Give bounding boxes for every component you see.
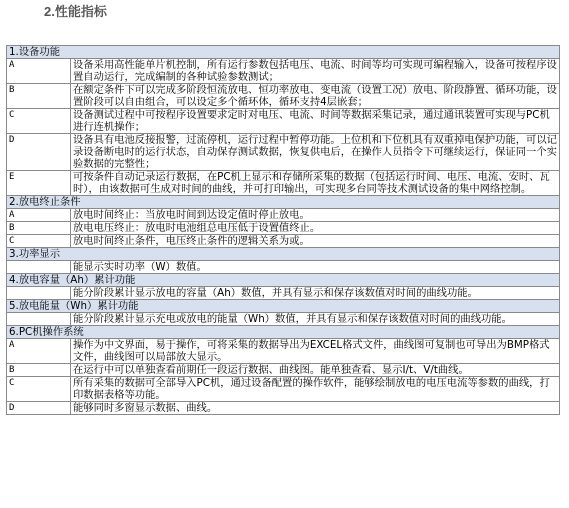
section-row <box>7 274 560 287</box>
table-row <box>7 209 560 222</box>
section-heading: 3.功率显示 <box>7 248 560 261</box>
table-row <box>7 235 560 248</box>
table-row <box>7 287 560 300</box>
item-text: 设备采用高性能单片机控制，所有运行参数包括电压、电流、时间等均可实现可编程输入，设备可按程序设置自动运行，完成编制的各种试验参数测试； <box>71 59 560 84</box>
section-row <box>7 46 560 59</box>
item-text: 放电电压终止：放电时电池组总电压低于设置值终止。 <box>71 222 560 235</box>
spec-table <box>6 45 560 415</box>
item-key <box>7 287 71 300</box>
item-key: A <box>7 59 71 84</box>
table-row <box>7 313 560 326</box>
item-text: 能分阶段累计显示充电或放电的能量（Wh）数值，并具有显示和保存该数值对时间的曲线功能。 <box>71 313 560 326</box>
item-text: 放电时间终止条件，电压终止条件的逻辑关系为或。 <box>71 235 560 248</box>
table-row <box>7 339 560 364</box>
item-text: 可按条件自动记录运行数据，在PC机上显示和存储所采集的数据（包括运行时间、电压、电流、安时、瓦时），由该数据可生成对时间的曲线，并可打印输出，可实现多台同等技术测试设备的集中网络控制。 <box>71 171 560 196</box>
table-row <box>7 377 560 402</box>
page-title: 2.性能指标 <box>44 4 107 19</box>
table-row <box>7 402 560 415</box>
item-key: B <box>7 364 71 377</box>
section-row <box>7 300 560 313</box>
item-key: D <box>7 134 71 171</box>
item-text: 在运行中可以单独查看前期任一段运行数据、曲线图。能单独查看、显示I/t、V/t曲线。 <box>71 364 560 377</box>
item-text: 能显示实时功率（W）数值。 <box>71 261 560 274</box>
item-text: 操作为中文界面，易于操作，可将采集的数据导出为EXCEL格式文件，曲线图可复制也可导出为BMP格式文件，曲线图可以局部放大显示。 <box>71 339 560 364</box>
table-row <box>7 222 560 235</box>
item-text: 能够同时多窗显示数据、曲线。 <box>71 402 560 415</box>
item-key: D <box>7 402 71 415</box>
item-key: B <box>7 84 71 109</box>
table-row <box>7 171 560 196</box>
section-heading: 6.PC机操作系统 <box>7 326 560 339</box>
item-key: B <box>7 222 71 235</box>
item-key: E <box>7 171 71 196</box>
item-key: C <box>7 377 71 402</box>
table-row <box>7 134 560 171</box>
item-text: 设备具有电池反接报警，过流停机，运行过程中暂停功能。上位机和下位机具有双重掉电保护功能，可以记录设备断电时的运行状态，自动保存测试数据，恢复供电后，在操作人员指令下可继续运行，保证同一个实验数据的完整性； <box>71 134 560 171</box>
item-key <box>7 261 71 274</box>
section-heading: 1.设备功能 <box>7 46 560 59</box>
table-row <box>7 84 560 109</box>
section-row <box>7 196 560 209</box>
item-key: C <box>7 235 71 248</box>
item-text: 设备测试过程中可按程序设置要求定时对电压、电流、时间等数据采集记录，通过通讯装置可实现与PC机进行连机操作； <box>71 109 560 134</box>
table-row <box>7 109 560 134</box>
spec-table-body <box>7 46 560 415</box>
item-key: C <box>7 109 71 134</box>
item-text: 能分阶段累计显示放电的容量（Ah）数值，并具有显示和保存该数值对时间的曲线功能。 <box>71 287 560 300</box>
table-row <box>7 59 560 84</box>
item-text: 所有采集的数据可全部导入PC机，通过设备配置的操作软件，能够绘制放电的电压电流等参数的曲线，打印数据表格等功能。 <box>71 377 560 402</box>
item-key: A <box>7 339 71 364</box>
item-text: 在额定条件下可以完成多阶段恒流放电、恒功率放电、变电流（设置工况）放电、阶段静置、循环功能，设置阶段可以自由组合，可以设定多个循环体，循环支持4层嵌套； <box>71 84 560 109</box>
section-heading: 5.放电能量（Wh）累计功能 <box>7 300 560 313</box>
section-row <box>7 326 560 339</box>
section-heading: 4.放电容量（Ah）累计功能 <box>7 274 560 287</box>
item-text: 放电时间终止：当放电时间到达设定值时停止放电。 <box>71 209 560 222</box>
table-row <box>7 364 560 377</box>
item-key <box>7 313 71 326</box>
section-row <box>7 248 560 261</box>
table-row <box>7 261 560 274</box>
section-heading: 2.放电终止条件 <box>7 196 560 209</box>
item-key: A <box>7 209 71 222</box>
